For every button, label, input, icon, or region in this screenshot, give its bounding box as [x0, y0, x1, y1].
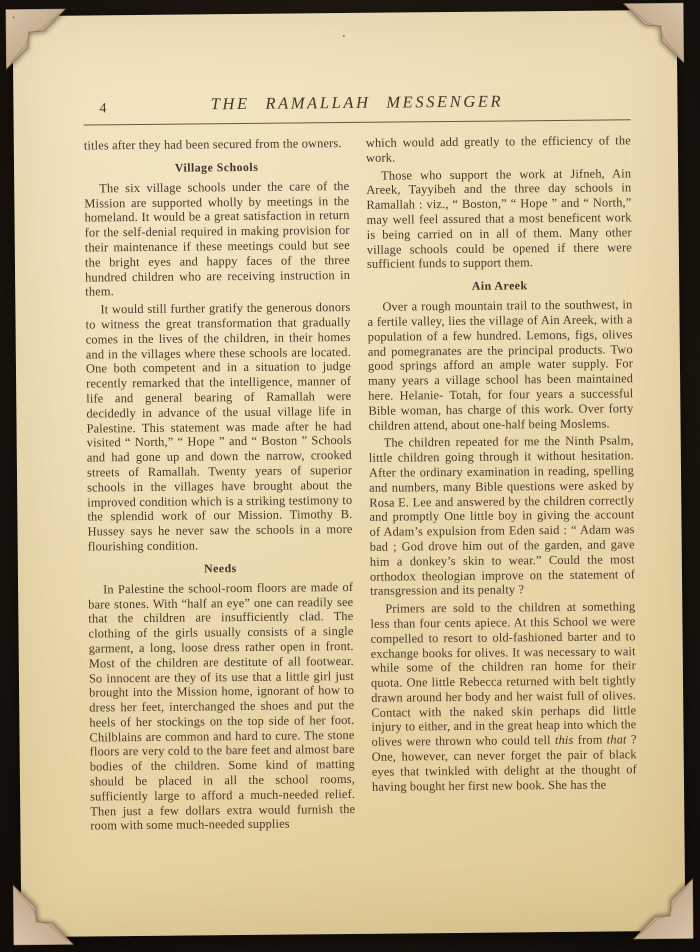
paragraph: It would still further gratify the generous donors to witness the great transformation that gradually comes in the lives of the children, in their homes and in the villages where these schools are located. One both competent and in a situation to judge recently remarked that the intelligence, manner of life and general bearing of Ramallah were decidedly in advance of the usual village life in Palestine. This statement was made after he had visited “ North,” “ Hope ” and “ Boston ” Schools and had gone up and down the narrow, crooked streets of Ramallah. Twenty years of superior schools in the villages have brought about the improved condition which is a striking testimony to the splendid work of our Mission. Timothy B. Hussey says he never saw the schools in a more flourishing condition.: [85, 300, 353, 554]
paragraph: In Palestine the school-room floors are made of bare stones. With “half an eye” one can readily see that the children are insufficiently clad. The clothing of the girls usually consists of a single garment, a long, loose dress rather open in front. Most of the children are destitute of all footwear. So innocent are they of its use that a little girl just brought into the Mission home, ignorant of how to dress her feet, interchanged the shoes and put the heels of her stockings on the top side of her foot. Chilblains are common and hard to cure. The stone floors are very cold to the bare feet and almost bare bodies of the children. Some kind of matting should be placed in all the school rooms, sufficiently large to afford a much-needed relief. Then just a few dollars extra would furnish the room with some much-needed supplies: [88, 579, 356, 833]
paragraph: Primers are sold to the children at something less than four cents apiece. At this School we were compelled to resort to old-fashioned barter and to exchange books for olives. It was necessary to wait while some of the children ran home for their quota. One little Rebecca returned with belt tightly drawn around her body and her waist full of olives. Contact with the naked skin perhaps did little injury to either, and in the great heap into which the olives were thrown who could tell this from that ? One, however, can never forget the pair of black eyes that twinkled with delight at the thought of having bought her first new book. She has the: [370, 599, 637, 794]
paragraph: Over a rough mountain trail to the southwest, in a fertile valley, lies the village of Ain Areek, with a population of a few hundred. Lemons, figs, olives and pomegranates are the principal products. Two good springs afford an ample water supply. For many years a village school has been maintained here. Helanie- Totah, for four years a successful Bible woman, has charge of this work. Over forty children attend, about one-half being Moslems.: [367, 297, 634, 433]
magazine-page: [13, 10, 686, 937]
text-columns: [84, 133, 638, 836]
paragraph: The six village schools under the care of the Mission are supported wholly by meetings in the homeland. It would be a great satisfaction in return for the self-denial required in making provision for their maintenance if these meetings could but see the bright eyes and happy faces of the three hundred children who are receiving instruction in them.: [84, 178, 351, 299]
paragraph: The children repeated for me the Ninth Psalm, little children going through it without hesitation. After the ordinary examination in reading, spelling and numbers, many Bible questions were asked by Rosa E. Lee and answered by the children correctly and promptly One little boy in giving the account of Adam’s expulsion from Eden said : “ Adam was bad ; God drove him out of the garden, and gave him a donkey’s skin to wear.” Could the most orthodox theologian improve on the statement of transgression and its penalty ?: [368, 433, 636, 599]
page-number: 4: [99, 101, 108, 117]
left-column: [84, 136, 356, 837]
paragraph: Those who support the work at Jifneh, Ain Areek, Tayyibeh and the three day schools in Ramallah : viz., “ Boston,” “ Hope ” and “ North,” may well feel assured that a most beneficent work is being carried on in all of them. Many other village schools could be opened if there were sufficient funds to support them.: [366, 165, 632, 272]
header-rule: [84, 119, 631, 125]
page-content: [13, 10, 686, 937]
paragraph: titles after they had been secured from the owners.: [83, 136, 342, 153]
page-header: [83, 90, 630, 117]
paragraph: which would add greatly to the efficiency of the work.: [365, 133, 631, 165]
right-column: [366, 133, 638, 834]
section-heading: Ain Areek: [471, 278, 528, 293]
section-heading: Needs: [204, 560, 237, 576]
masthead-title: THE RAMALLAH MESSENGER: [210, 91, 504, 114]
section-heading: Village Schools: [174, 159, 259, 175]
